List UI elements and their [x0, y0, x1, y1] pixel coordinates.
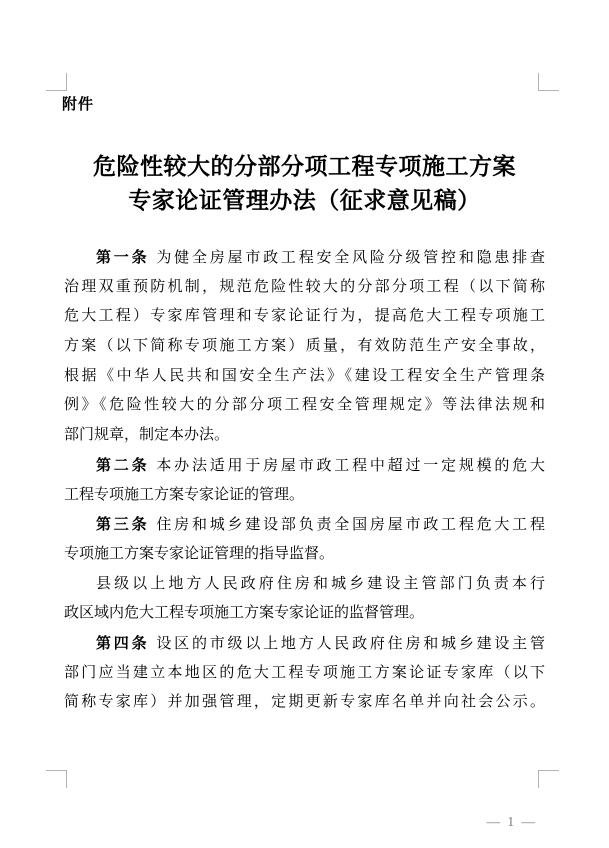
body-line-text: 根据《中华人民共和国安全生产法》《建设工程安全生产管理条 — [64, 367, 545, 384]
margin-crop-mark-top-left — [46, 73, 67, 91]
body-line — [64, 540, 545, 570]
body-line-text: 专项施工方案专家论证管理的指导监督。 — [64, 545, 335, 562]
body-line — [64, 243, 545, 273]
body-line-text: 方案（以下简称专项施工方案）质量，有效防范生产安全事故， — [64, 338, 545, 355]
body-line-text: 设区的市级以上地方人民政府住房和城乡建设主管 — [156, 635, 545, 652]
body-line-text: 部门应当建立本地区的危大工程专项施工方案论证专家库（以下 — [64, 664, 545, 681]
body-line — [64, 629, 545, 659]
document-title — [0, 150, 609, 218]
margin-crop-mark-top-right — [538, 73, 559, 91]
document-title-line-1: 危险性较大的分部分项工程专项施工方案 — [93, 154, 516, 179]
body-line-text: 本办法适用于房屋市政工程中超过一定规模的危大 — [156, 457, 545, 474]
document-body — [64, 243, 545, 718]
body-line-text: 住房和城乡建设部负责全国房屋市政工程危大工程 — [156, 517, 545, 534]
body-line — [64, 273, 545, 303]
body-line-text: 危大工程）专家库管理和专家论证行为，提高危大工程专项施工 — [64, 308, 545, 325]
body-line-text: 例》《危险性较大的分部分项工程安全管理规定》等法律法规和 — [64, 397, 545, 414]
article-number-label: 第四条 — [96, 634, 150, 652]
body-line — [64, 659, 545, 689]
body-line — [64, 391, 545, 421]
article-number-label: 第一条 — [96, 249, 150, 266]
body-line — [64, 510, 545, 540]
body-line — [64, 332, 545, 362]
body-line-text: 部门规章，制定本办法。 — [64, 427, 230, 444]
body-line-text: 治理双重预防机制，规范危险性较大的分部分项工程（以下简称 — [64, 278, 545, 295]
body-line-text: 为健全房屋市政工程安全风险分级管控和隐患排查 — [156, 250, 545, 266]
body-line-text: 政区域内危大工程专项施工方案专家论证的监督管理。 — [64, 605, 425, 622]
body-line — [64, 451, 545, 481]
body-line — [64, 302, 545, 332]
body-line — [64, 570, 545, 600]
attachment-label: 附件 — [62, 96, 95, 113]
article-number-label: 第二条 — [96, 456, 150, 474]
document-title-line-2: 专家论证管理办法（征求意见稿） — [128, 188, 481, 213]
body-line — [64, 688, 545, 718]
body-line-text: 工程专项施工方案专家论证的管理。 — [64, 486, 305, 503]
body-line-text: 简称专家库）并加强管理，定期更新专家库名单并向社会公示。 — [64, 694, 545, 711]
body-line — [64, 421, 545, 451]
margin-crop-mark-bottom-left — [46, 770, 67, 788]
body-line — [64, 599, 545, 629]
article-number-label: 第三条 — [96, 516, 150, 534]
margin-crop-mark-bottom-right — [538, 770, 559, 788]
body-line-text: 县级以上地方人民政府住房和城乡建设主管部门负责本行 — [96, 575, 545, 592]
page-number: — 1 — — [486, 814, 537, 829]
body-line — [64, 362, 545, 392]
body-line — [64, 481, 545, 511]
